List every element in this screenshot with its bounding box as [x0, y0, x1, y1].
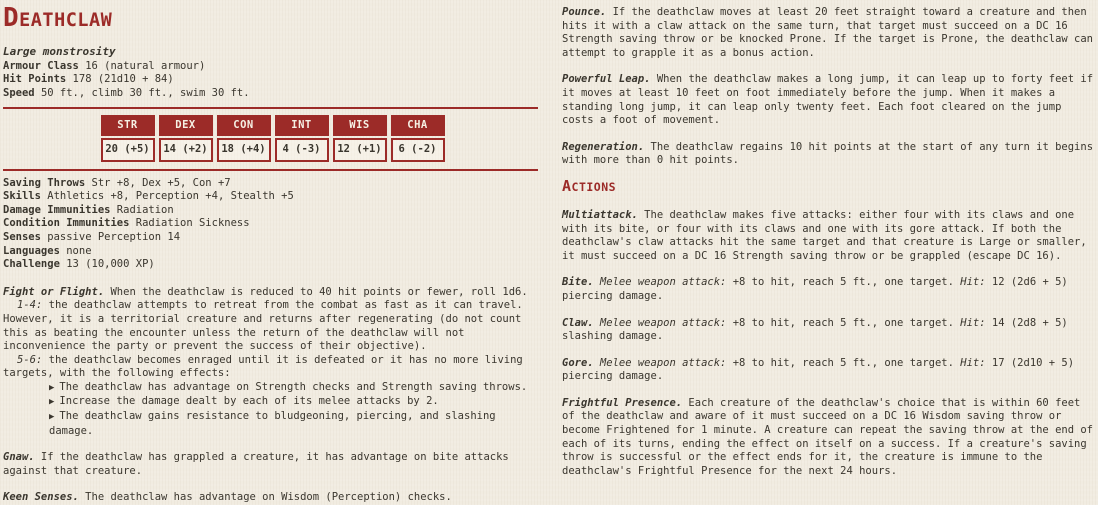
text-segment: Pounce. — [562, 6, 607, 18]
stat-line — [3, 87, 542, 101]
text-segment: 17 (2d10 + 5) piercing damage. — [562, 356, 1075, 383]
text-segment: 5-6: — [17, 353, 43, 366]
stat-label: Armour Class — [3, 59, 79, 72]
text-segment: Bite. — [562, 276, 594, 289]
ability-con — [217, 115, 271, 161]
text-segment: Hit: — [960, 276, 986, 289]
ability-cha — [391, 115, 445, 161]
stat-line — [3, 231, 542, 245]
text-segment: When the deathclaw is reduced to 40 hit points or fewer, roll 1d6. — [104, 285, 528, 298]
text-segment: Gnaw. — [3, 451, 35, 464]
stat-line — [3, 177, 542, 191]
bullet-list — [3, 381, 542, 438]
stat-label: Condition Immunities — [3, 217, 130, 230]
ability-name: CON — [217, 115, 271, 136]
stat-value: 16 (natural armour) — [85, 59, 206, 72]
text-segment: If the deathclaw moves at least 20 feet straight toward a creature and then hits it with a claw attack on the same turn, that target must succeed on a DC 16 Strength saving throw or be knocked Prone. If the target is Prone, the deathclaw can attempt to grapple it as a bonus action. — [562, 6, 1094, 59]
bullet-item: ▶ The deathclaw gains resistance to bludgeoning, piercing, and slashing damage. — [49, 410, 496, 437]
paragraph — [3, 299, 542, 353]
ability-name: STR — [101, 115, 155, 136]
stat-line — [3, 73, 542, 87]
paragraph — [562, 209, 1094, 263]
ability-dex — [159, 115, 213, 161]
paragraph — [562, 276, 1094, 303]
paragraph — [3, 286, 542, 300]
stat-label: Hit Points — [3, 73, 67, 86]
ability-name: WIS — [333, 115, 387, 136]
stat-line — [3, 217, 542, 231]
stat-label: Challenge — [3, 258, 60, 271]
stat-value: 50 ft., climb 30 ft., swim 30 ft. — [40, 86, 250, 99]
stat-value: 13 (10,000 XP) — [66, 258, 155, 271]
text-segment: 14 (2d8 + 5) slashing damage. — [562, 316, 1068, 343]
smallcaps-initial: D — [3, 3, 20, 33]
stat-value: Athletics +8, Perception +4, Stealth +5 — [47, 190, 294, 203]
stat-value: Radiation — [116, 203, 174, 216]
ability-score: 4 (-3) — [275, 138, 329, 162]
text-segment: Frightful Presence. — [562, 396, 683, 409]
ability-wis — [333, 115, 387, 161]
ability-score: 18 (+4) — [217, 138, 271, 162]
actions-section-header — [562, 178, 1094, 196]
text-segment: Each creature of the deathclaw's choice that is within 60 feet of the deathclaw and aware of it must succeed on a DC 16 Wisdom saving throw or become Frightened for 1 minute. A creature can repeat the saving throw at the end of each of its turns, ending the effect on itself on a success. If a creature's saving throw is successful or the effect ends for it, the creature is immune to the deathclaw's Frightful Presence for the next 24 hours. — [562, 396, 1094, 477]
stat-line — [3, 204, 542, 218]
paragraph — [3, 451, 542, 478]
triangle-bullet-icon: ▶ — [49, 382, 55, 393]
section-divider — [3, 107, 538, 109]
text-segment: 1-4: — [17, 299, 43, 312]
text-segment: Melee weapon attack: — [593, 356, 727, 369]
text-segment: +8 to hit, reach 5 ft., one target. — [726, 356, 961, 369]
ability-scores-table — [3, 115, 542, 161]
paragraph — [562, 317, 1094, 344]
right-column — [552, 0, 1098, 478]
text-segment: The deathclaw makes five attacks: either four with its claws and one with its bite, or four with its claws and one with its gore attack. If both the deathclaw's claw attacks hit the same target and that creature is Large or smaller, it must succeed on a DC 16 Strength saving throw or be grappled (escape DC 16). — [562, 208, 1087, 262]
text-segment: The deathclaw regains 10 hit points at the start of any turn it begins with more than 0 hit points. — [562, 140, 1094, 167]
creature-type: Large monstrosity — [3, 45, 116, 58]
ability-score: 20 (+5) — [101, 138, 155, 162]
text-segment: the deathclaw becomes enraged until it is defeated or it has no more living targets, with the following effects: — [3, 353, 523, 380]
stat-value: passive Perception 14 — [47, 230, 181, 243]
stat-line — [3, 258, 542, 272]
paragraph — [562, 357, 1094, 384]
stat-label: Speed — [3, 86, 35, 99]
text-segment: Fight or Flight. — [3, 285, 105, 298]
stat-value: 178 (21d10 + 84) — [72, 73, 174, 86]
ability-score: 14 (+2) — [159, 138, 213, 162]
text-segment: If the deathclaw has grappled a creature, it has advantage on bite attacks against that creature. — [3, 451, 509, 477]
paragraph — [3, 491, 542, 505]
text-segment: When the deathclaw makes a long jump, it can leap up to forty feet if it moves at least 10 feet on foot immediately before the jump. When it makes a standing long jump, it can leap only twenty feet. Each foot cleared on the jump costs a foot of movement. — [562, 73, 1094, 127]
paragraph — [562, 397, 1094, 479]
traits-and-actions-section — [562, 6, 1094, 478]
text-segment: Multiattack. — [562, 208, 638, 221]
bullet-item: ▶ Increase the damage dealt by each of its melee attacks by 2. — [49, 395, 439, 408]
triangle-bullet-icon: ▶ — [49, 397, 55, 408]
text-segment: Hit: — [960, 356, 986, 369]
stat-label: Languages — [3, 244, 60, 257]
stat-line — [3, 190, 542, 204]
stat-label: Skills — [3, 190, 41, 203]
ability-score: 6 (-2) — [391, 138, 445, 162]
text-segment: 12 (2d6 + 5) piercing damage. — [562, 276, 1068, 302]
triangle-bullet-icon: ▶ — [49, 412, 55, 423]
ability-int — [275, 115, 329, 161]
section-divider — [3, 169, 538, 171]
text-segment: Keen Senses. — [3, 491, 79, 504]
text-segment: the deathclaw attempts to retreat from the combat as fast as it can travel. However, it is a territorial creature and returns after regenerating (do not count this as beating the encounter unless the return of the deathclaw will not inconvenience the party or prevent the success of their objective). — [3, 299, 523, 353]
text-segment: Hit: — [960, 316, 986, 329]
stat-value: Radiation Sickness — [135, 217, 250, 230]
ability-name: DEX — [159, 115, 213, 136]
core-stats — [3, 60, 542, 101]
stat-line — [3, 60, 542, 74]
stat-line — [3, 245, 542, 259]
detail-stats — [3, 177, 542, 272]
stat-label: Damage Immunities — [3, 203, 111, 216]
paragraph — [562, 141, 1094, 168]
text-segment: Melee weapon attack: — [593, 276, 727, 289]
text-segment: +8 to hit, reach 5 ft., one target. — [726, 276, 961, 289]
smallcaps-initial: A — [562, 176, 572, 195]
text-segment: Claw. — [562, 316, 594, 329]
text-segment: Powerful Leap. — [562, 73, 651, 86]
smallcaps-rest: EATHCLAW — [19, 10, 113, 31]
smallcaps-rest: CTIONS — [571, 179, 617, 194]
paragraph — [3, 354, 542, 381]
traits-section — [3, 286, 542, 505]
text-segment: +8 to hit, reach 5 ft., one target. — [726, 316, 961, 329]
stat-value: none — [66, 244, 92, 257]
bullet-item: ▶ The deathclaw has advantage on Strength checks and Strength saving throws. — [49, 380, 528, 393]
creature-name — [3, 5, 542, 34]
stat-label: Saving Throws — [3, 176, 86, 189]
ability-str — [101, 115, 155, 161]
text-segment: Regeneration. — [562, 140, 645, 153]
paragraph — [562, 6, 1094, 60]
text-segment: The deathclaw has advantage on Wisdom (Perception) checks. — [78, 491, 452, 504]
text-segment: Melee weapon attack: — [593, 316, 727, 329]
ability-name: CHA — [391, 115, 445, 136]
stat-label: Senses — [3, 230, 41, 243]
stat-value: Str +8, Dex +5, Con +7 — [91, 176, 231, 189]
text-segment: Gore. — [562, 356, 594, 369]
ability-score: 12 (+1) — [333, 138, 387, 162]
ability-name: INT — [275, 115, 329, 136]
paragraph — [562, 73, 1094, 127]
